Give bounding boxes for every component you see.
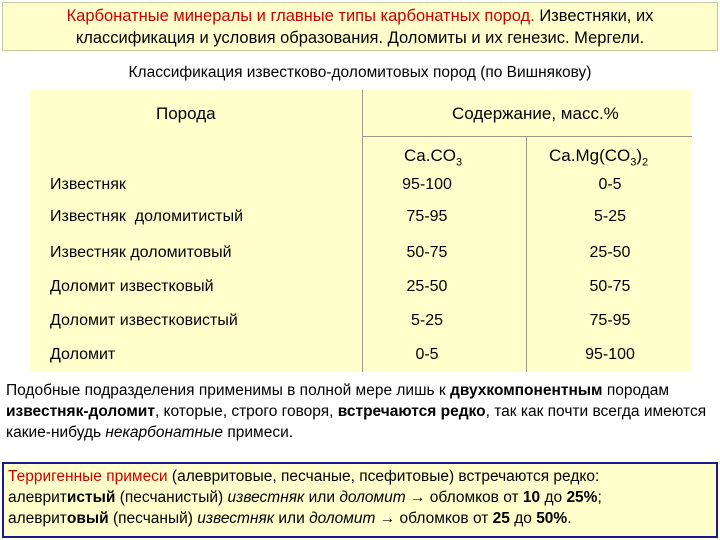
terrigenous-line-2: алевритистый (песчанистый) известняк или доломит → обломков от 10 до 25%; [8,489,602,506]
table-row [0,306,720,340]
row-name: Известняк [50,176,126,193]
row-caco3: 75-95 [406,208,448,225]
row-camg: 75-95 [589,312,631,329]
slide-header [2,2,718,51]
camg-header: $Ca.Mg(CO_3)_2$ [549,146,649,169]
header-title-red: Карбонатные минералы и главные типы карбонатных пород. [66,7,535,25]
row-caco3: 5-25 [410,312,444,329]
row-caco3: 0-5 [415,346,439,363]
header-line-2: классификация и условия образования. Доломиты и их генезис. Мергели. [75,29,645,47]
note-paragraph: Подобные подразделения применимы в полной мере лишь к двухкомпонентным породам известняк-доломит, которые, строго говоря, встречаются редко, так как почти всегда имеются какие-нибудь некарбонатные примеси. [6,382,707,441]
row-camg: 5-25 [593,208,627,225]
row-name: Известняк доломитовый [50,244,232,261]
row-name: Доломит известковый [50,278,214,295]
table-caption: Классификация известково-доломитовых пород (по Вишнякову) [128,64,592,81]
header-title-rest: Известняки, их [539,7,654,25]
row-camg: 25-50 [589,244,631,261]
header-divider [362,136,692,137]
table-row [0,238,720,272]
table-row [0,202,720,236]
table-row [0,340,720,374]
row-camg: 0-5 [598,176,622,193]
table-row [0,272,720,306]
row-name: Доломит известковистый [50,312,238,329]
row-camg: 50-75 [589,278,631,295]
table-row [0,170,720,204]
terrigenous-note-box [2,462,718,538]
header-line-1 [3,5,717,27]
content-header-label: Содержание, масс.% [452,104,619,123]
terrigenous-line-3: алевритовый (песчаный) известняк или доломит → обломков от 25 до 50%. [8,510,572,527]
row-camg: 95-100 [585,346,635,363]
rock-header-label: Порода [156,104,216,123]
row-name: Известняк доломитистый [50,208,244,225]
caco3-header: $Ca.CO_3$ [404,146,463,169]
terrigenous-line-1: Терригенные примеси (алевритовые, песчаные, псефитовые) встречаются редко: [8,468,600,485]
row-caco3: 50-75 [406,244,448,261]
row-caco3: 25-50 [406,278,448,295]
row-name: Доломит [50,346,116,363]
row-caco3: 95-100 [402,176,452,193]
